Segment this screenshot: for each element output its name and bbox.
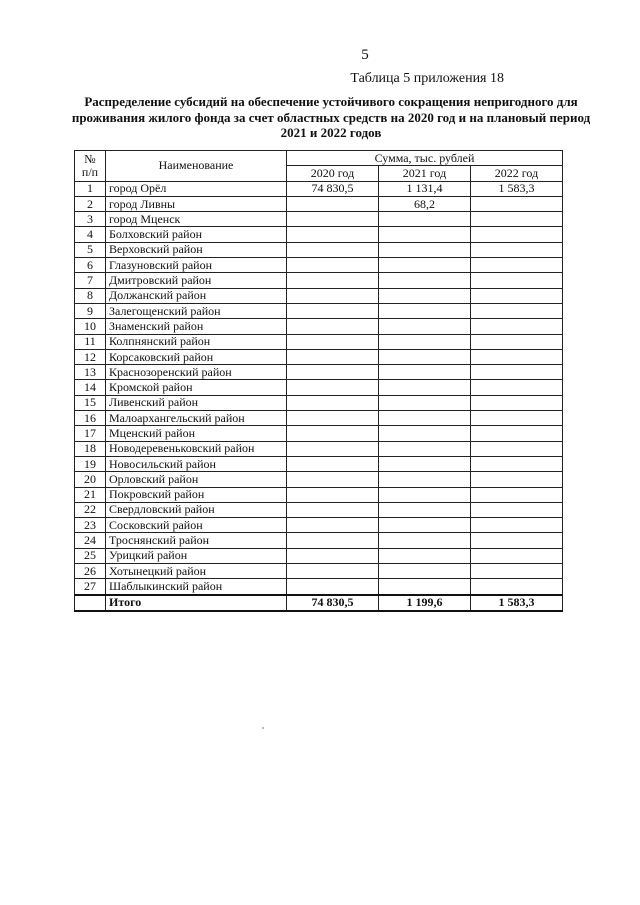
row-value-2022	[471, 349, 563, 364]
header-sum: Сумма, тыс. рублей	[287, 151, 563, 166]
row-value-2022	[471, 319, 563, 334]
row-value-2021	[379, 349, 471, 364]
row-name: Залегощенский район	[106, 303, 287, 318]
row-number: 18	[75, 441, 106, 456]
row-name: Кромской район	[106, 380, 287, 395]
row-number: 21	[75, 487, 106, 502]
row-number: 5	[75, 242, 106, 257]
scan-artifact	[262, 727, 264, 729]
row-value-2020: 74 830,5	[287, 181, 379, 196]
page-number: 5	[361, 47, 369, 63]
row-value-2020	[287, 518, 379, 533]
table-row	[75, 349, 563, 364]
row-number: 7	[75, 273, 106, 288]
row-number: 11	[75, 334, 106, 349]
row-value-2022	[471, 426, 563, 441]
row-value-2022	[471, 395, 563, 410]
row-value-2020	[287, 456, 379, 471]
row-name: Краснозоренский район	[106, 365, 287, 380]
total-value-2021: 1 199,6	[379, 595, 471, 611]
row-value-2020	[287, 349, 379, 364]
row-name: Покровский район	[106, 487, 287, 502]
document-title: Распределение субсидий на обеспечение устойчивого сокращения непригодного для проживания жилого фонда за счет областных средств на 2020 год и на плановый период 2021 и 2022 годов	[71, 94, 591, 140]
row-name: Дмитровский район	[106, 273, 287, 288]
row-number: 19	[75, 456, 106, 471]
row-value-2020	[287, 380, 379, 395]
row-number: 22	[75, 502, 106, 517]
row-value-2022	[471, 303, 563, 318]
table-row	[75, 472, 563, 487]
row-value-2020	[287, 303, 379, 318]
row-name: Корсаковский район	[106, 349, 287, 364]
table-row	[75, 227, 563, 242]
row-value-2022: 1 583,3	[471, 181, 563, 196]
row-value-2022	[471, 212, 563, 227]
row-value-2021	[379, 456, 471, 471]
table-row	[75, 365, 563, 380]
table-row	[75, 258, 563, 273]
header-year-2022: 2022 год	[471, 166, 563, 181]
row-value-2022	[471, 472, 563, 487]
row-number: 10	[75, 319, 106, 334]
row-number: 27	[75, 579, 106, 595]
row-value-2021	[379, 487, 471, 502]
table-row	[75, 441, 563, 456]
row-number: 15	[75, 395, 106, 410]
row-number: 25	[75, 548, 106, 563]
table-body	[75, 181, 563, 611]
row-number: 14	[75, 380, 106, 395]
row-value-2020	[287, 227, 379, 242]
row-number: 13	[75, 365, 106, 380]
row-value-2022	[471, 411, 563, 426]
row-value-2021	[379, 426, 471, 441]
row-value-2022	[471, 548, 563, 563]
row-value-2022	[471, 242, 563, 257]
row-value-2021	[379, 411, 471, 426]
row-value-2022	[471, 579, 563, 595]
row-value-2021: 1 131,4	[379, 181, 471, 196]
row-value-2020	[287, 395, 379, 410]
row-value-2020	[287, 441, 379, 456]
row-value-2022	[471, 334, 563, 349]
table-row	[75, 579, 563, 595]
row-value-2021	[379, 319, 471, 334]
table-row	[75, 518, 563, 533]
table-row	[75, 533, 563, 548]
row-number: 2	[75, 196, 106, 211]
row-name: Должанский район	[106, 288, 287, 303]
row-value-2021	[379, 502, 471, 517]
row-number: 24	[75, 533, 106, 548]
row-number: 3	[75, 212, 106, 227]
table-row	[75, 196, 563, 211]
table-row	[75, 319, 563, 334]
header-year-2020: 2020 год	[287, 166, 379, 181]
row-number: 26	[75, 564, 106, 579]
row-number: 16	[75, 411, 106, 426]
table-row	[75, 212, 563, 227]
row-name: Урицкий район	[106, 548, 287, 563]
row-value-2022	[471, 564, 563, 579]
row-name: Колпнянский район	[106, 334, 287, 349]
row-value-2022	[471, 502, 563, 517]
table-row	[75, 487, 563, 502]
row-value-2020	[287, 502, 379, 517]
row-value-2022	[471, 456, 563, 471]
table-row	[75, 303, 563, 318]
table-row	[75, 288, 563, 303]
row-value-2022	[471, 196, 563, 211]
row-value-2022	[471, 487, 563, 502]
row-name: Шаблыкинский район	[106, 579, 287, 595]
row-name: Болховский район	[106, 227, 287, 242]
table-row	[75, 395, 563, 410]
row-value-2020	[287, 212, 379, 227]
total-value-2020: 74 830,5	[287, 595, 379, 611]
row-value-2021	[379, 365, 471, 380]
row-value-2021: 68,2	[379, 196, 471, 211]
table-row	[75, 334, 563, 349]
row-value-2022	[471, 441, 563, 456]
table-row	[75, 242, 563, 257]
row-name: Новодеревеньковский район	[106, 441, 287, 456]
row-value-2022	[471, 258, 563, 273]
row-value-2022	[471, 227, 563, 242]
row-value-2020	[287, 472, 379, 487]
row-value-2021	[379, 288, 471, 303]
row-value-2022	[471, 533, 563, 548]
row-name: Ливенский район	[106, 395, 287, 410]
row-name: Новосильский район	[106, 456, 287, 471]
row-value-2020	[287, 533, 379, 548]
row-value-2021	[379, 472, 471, 487]
row-value-2020	[287, 258, 379, 273]
table-row	[75, 456, 563, 471]
row-name: Малоархангельский район	[106, 411, 287, 426]
row-name: Глазуновский район	[106, 258, 287, 273]
total-value-2022: 1 583,3	[471, 595, 563, 611]
row-name: Верховский район	[106, 242, 287, 257]
row-value-2021	[379, 533, 471, 548]
subsidy-table	[74, 150, 563, 612]
row-name: Сосковский район	[106, 518, 287, 533]
row-value-2021	[379, 548, 471, 563]
table-row	[75, 181, 563, 196]
row-value-2020	[287, 411, 379, 426]
row-value-2021	[379, 564, 471, 579]
row-name: Хотынецкий район	[106, 564, 287, 579]
row-value-2022	[471, 380, 563, 395]
row-value-2021	[379, 380, 471, 395]
row-name: Знаменский район	[106, 319, 287, 334]
row-value-2020	[287, 288, 379, 303]
row-value-2021	[379, 273, 471, 288]
total-label: Итого	[106, 595, 287, 611]
header-row	[75, 151, 563, 166]
row-value-2020	[287, 242, 379, 257]
row-value-2021	[379, 303, 471, 318]
row-number: 20	[75, 472, 106, 487]
table-label: Таблица 5 приложения 18	[350, 71, 504, 86]
row-value-2022	[471, 365, 563, 380]
row-value-2021	[379, 242, 471, 257]
row-value-2021	[379, 441, 471, 456]
row-value-2020	[287, 426, 379, 441]
row-value-2020	[287, 487, 379, 502]
row-number: 9	[75, 303, 106, 318]
table-row	[75, 273, 563, 288]
row-value-2020	[287, 579, 379, 595]
row-number: 12	[75, 349, 106, 364]
row-value-2021	[379, 212, 471, 227]
row-name: город Ливны	[106, 196, 287, 211]
row-name: Орловский район	[106, 472, 287, 487]
row-name: Мценский район	[106, 426, 287, 441]
total-row	[75, 595, 563, 611]
row-name: город Орёл	[106, 181, 287, 196]
row-value-2020	[287, 334, 379, 349]
row-value-2021	[379, 579, 471, 595]
row-value-2021	[379, 395, 471, 410]
row-number: 17	[75, 426, 106, 441]
row-value-2022	[471, 288, 563, 303]
row-value-2021	[379, 227, 471, 242]
row-number: 23	[75, 518, 106, 533]
table-row	[75, 411, 563, 426]
row-value-2022	[471, 518, 563, 533]
row-value-2020	[287, 196, 379, 211]
table-row	[75, 380, 563, 395]
row-name: Троснянский район	[106, 533, 287, 548]
row-value-2021	[379, 258, 471, 273]
row-value-2020	[287, 365, 379, 380]
row-value-2021	[379, 334, 471, 349]
header-year-2021: 2021 год	[379, 166, 471, 181]
row-number: 8	[75, 288, 106, 303]
row-number: 4	[75, 227, 106, 242]
row-value-2020	[287, 564, 379, 579]
total-num-cell	[75, 595, 106, 611]
row-name: Свердловский район	[106, 502, 287, 517]
row-number: 6	[75, 258, 106, 273]
table-row	[75, 502, 563, 517]
table-row	[75, 548, 563, 563]
row-name: город Мценск	[106, 212, 287, 227]
header-num: № п/п	[75, 151, 106, 182]
table-row	[75, 564, 563, 579]
row-value-2020	[287, 319, 379, 334]
table-row	[75, 426, 563, 441]
row-number: 1	[75, 181, 106, 196]
row-value-2020	[287, 273, 379, 288]
row-value-2022	[471, 273, 563, 288]
header-name: Наименование	[106, 151, 287, 182]
row-value-2021	[379, 518, 471, 533]
row-value-2020	[287, 548, 379, 563]
